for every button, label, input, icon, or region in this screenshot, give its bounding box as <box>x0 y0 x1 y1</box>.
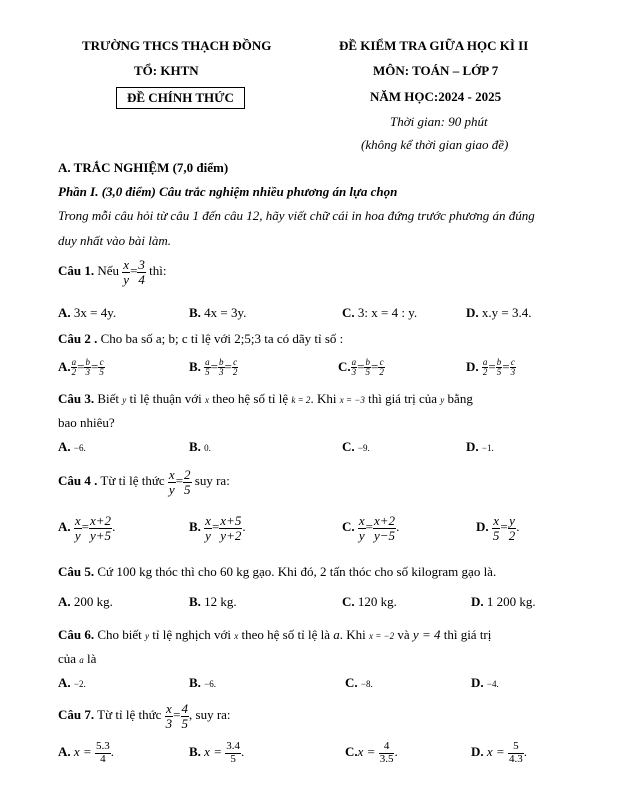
question-3-line2: bao nhiêu? <box>58 415 115 430</box>
q5-option-b: B. 12 kg. <box>189 594 237 609</box>
question-7: Câu 7. Từ tỉ lệ thức $\frac{x}{3}$ = $\frac{4}{5}$ , suy ra: <box>58 701 231 731</box>
q1-frac-34: $\frac{3}{4}$ <box>138 257 145 287</box>
q3-option-a: A. −6. <box>58 439 86 454</box>
q1-post: thì: <box>149 263 167 279</box>
q7-option-b: B. x = $\frac{3.4}{5}$ . <box>189 740 245 765</box>
q1-label: Câu 1. <box>58 263 95 279</box>
q1-option-b: B. 4x = 3y. <box>189 305 247 320</box>
q1-option-d: D. x.y = 3.4. <box>466 305 532 320</box>
q2-option-a: A. $\frac{a}{2}$ = $\frac{b}{3}$ = $\frac{c}{5}$ <box>58 357 104 378</box>
instructions-line1: Trong mỗi câu hỏi từ câu 1 đến câu 12, hãy viết chữ cái in hoa đứng trước phương án đúng <box>58 208 535 223</box>
q6-option-c: C. −8. <box>345 675 373 690</box>
q5-option-d: D. 1 200 kg. <box>471 594 536 609</box>
q4-option-c: C. $\frac{x}{y}$ = $\frac{x+2}{y-5}$ . <box>342 513 400 543</box>
q3-option-d: D. −1. <box>466 439 494 454</box>
q7-option-d: D. x = $\frac{5}{4.3}$ . <box>471 740 527 765</box>
duration: Thời gian: 90 phút <box>390 114 488 129</box>
q7-option-c: C.x = $\frac{4}{3.5}$ . <box>345 740 398 765</box>
q2-option-d: D. $\frac{a}{2}$ = $\frac{b}{5}$ = $\frac{c}{3}$ <box>466 357 516 378</box>
question-3: Câu 3. Biết y tỉ lệ thuận với x theo hệ số tỉ lệ k = 2. Khi x = −3 thì giá trị của y bằng <box>58 391 473 406</box>
question-2: Câu 2 . Cho ba số a; b; c tỉ lệ với 2;5;3 ta có dãy tỉ số : <box>58 331 344 346</box>
q5-option-a: A. 200 kg. <box>58 594 113 609</box>
q7-option-a: A. x = $\frac{5.3}{4}$ . <box>58 740 114 765</box>
school-year: NĂM HỌC:2024 - 2025 <box>370 89 502 104</box>
q6-option-a: A. −2. <box>58 675 86 690</box>
question-1: Câu 1. Nếu $\frac{x}{y}$ = $\frac{3}{4}$ thì: <box>58 257 167 287</box>
q6-option-d: D. −4. <box>471 675 499 690</box>
question-6-line2: của a là <box>58 651 97 666</box>
q1-pre: Nếu <box>97 263 120 279</box>
part1-title: Phần I. (3,0 điểm) Câu trắc nghiệm nhiều phương án lựa chọn <box>58 184 398 199</box>
school-name: TRƯỜNG THCS THẠCH ĐỒNG <box>82 38 272 53</box>
q4-option-b: B. $\frac{x}{y}$ = $\frac{x+5}{y+2}$ . <box>189 513 246 543</box>
q2-option-b: B. $\frac{a}{5}$ = $\frac{b}{3}$ = $\frac{c}{2}$ <box>189 357 238 378</box>
q4-option-d: D. $\frac{x}{5}$ = $\frac{y}{2}$ . <box>476 513 520 543</box>
q2-option-c: C. $\frac{a}{3}$ = $\frac{b}{5}$ = $\frac{c}{2}$ <box>338 357 384 378</box>
department: TỔ: KHTN <box>134 63 199 78</box>
section-a-title: A. TRẮC NGHIỆM (7,0 điểm) <box>58 160 229 175</box>
q3-option-b: B. 0. <box>189 439 211 454</box>
official-badge: ĐỀ CHÍNH THỨC <box>116 87 245 109</box>
question-4: Câu 4 . Từ tỉ lệ thức $\frac{x}{y}$ = $\frac{2}{5}$ suy ra: <box>58 467 230 497</box>
question-5: Câu 5. Cứ 100 kg thóc thì cho 60 kg gạo. Khi đó, 2 tấn thóc cho số kilogram gạo là. <box>58 564 497 579</box>
question-6: Câu 6. Cho biết y tỉ lệ nghịch với x theo hệ số tỉ lệ là a. Khi x = −2 và y = 4 thì giá trị <box>58 627 492 642</box>
q1-option-c: C. 3: x = 4 : y. <box>342 305 418 320</box>
q3-option-c: C. −9. <box>342 439 370 454</box>
exam-title: ĐỀ KIỂM TRA GIỮA HỌC KÌ II <box>339 38 529 53</box>
subject: MÔN: TOÁN – LỚP 7 <box>373 63 499 78</box>
q6-option-b: B. −6. <box>189 675 216 690</box>
instructions-line2: duy nhất vào bài làm. <box>58 233 172 248</box>
duration-note: (không kể thời gian giao đề) <box>361 137 509 152</box>
q1-frac-xy: $\frac{x}{y}$ <box>123 257 130 287</box>
q1-option-a: A. 3x = 4y. <box>58 305 117 320</box>
q4-option-a: A. $\frac{x}{y}$ = $\frac{x+2}{y+5}$ . <box>58 513 116 543</box>
q5-option-c: C. 120 kg. <box>342 594 397 609</box>
